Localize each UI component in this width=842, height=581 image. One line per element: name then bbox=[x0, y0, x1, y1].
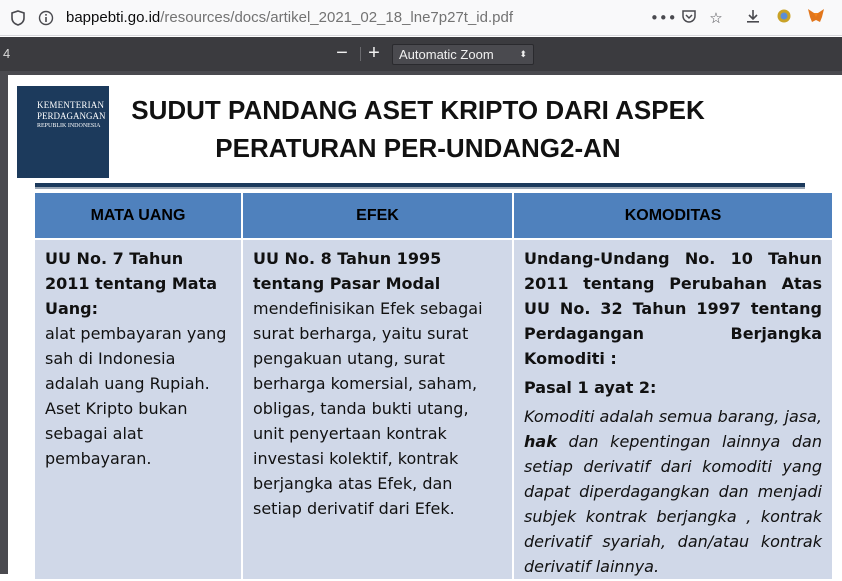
text-mata-uang: alat pembayaran yang sah di Indonesia adalah uang Rupiah. Aset Kripto bukan sebagai alat pembayaran. bbox=[45, 324, 227, 468]
pdf-toolbar bbox=[0, 37, 842, 71]
page-title bbox=[118, 91, 718, 167]
pasal-label: Pasal 1 ayat 2: bbox=[524, 378, 657, 397]
table-row bbox=[34, 239, 833, 580]
download-icon[interactable] bbox=[743, 8, 763, 28]
shield-icon[interactable] bbox=[10, 10, 26, 26]
header-mata-uang: MATA UANG bbox=[34, 192, 242, 239]
pdf-page bbox=[8, 75, 842, 574]
logo-line-3: REPUBLIK INDONESIA bbox=[37, 123, 101, 129]
page-number[interactable]: 4 bbox=[3, 46, 11, 61]
zoom-out-button[interactable]: − bbox=[336, 42, 348, 64]
url-field[interactable] bbox=[66, 9, 513, 26]
pdf-viewport[interactable] bbox=[0, 71, 842, 574]
quote-komoditas bbox=[524, 404, 822, 579]
law-title-mata-uang: UU No. 7 Tahun 2011 tentang Mata Uang: bbox=[45, 249, 218, 318]
star-icon[interactable]: ☆ bbox=[709, 9, 723, 27]
zoom-select[interactable] bbox=[392, 44, 534, 65]
table-header-row bbox=[34, 192, 833, 239]
title-line-1: SUDUT PANDANG ASET KRIPTO DARI ASPEK bbox=[131, 95, 705, 125]
title-underline-shadow bbox=[35, 187, 805, 189]
law-title-komoditas: Undang-Undang No. 10 Tahun 2011 tentang Perubahan Atas UU No. 32 Tahun 1997 tentang Perdagangan Berjangka Komoditi : bbox=[524, 249, 822, 368]
zoom-in-button[interactable]: + bbox=[368, 42, 380, 64]
quote-part-2: dan kepentingan lainnya dan setiap derivatif dari komoditi yang dapat diperdagangkan dan menjadi subjek kontrak berjangka , kontrak derivatif syariah, dan/atau kontrak derivatif lainnya. bbox=[524, 432, 822, 576]
header-komoditas: KOMODITAS bbox=[513, 192, 833, 239]
toolbar-separator bbox=[360, 47, 361, 61]
logo-line-1: KEMENTERIAN bbox=[37, 100, 105, 110]
comparison-table bbox=[33, 191, 834, 581]
text-efek: mendefinisikan Efek sebagai surat berharga, yaitu surat pengakuan utang, surat berharga komersial, saham, obligas, tanda bukti utang, unit penyertaan kontrak investasi kolektif, kontrak berjangka atas Efek, dan setiap derivatif dari Efek. bbox=[253, 299, 483, 518]
cell-komoditas bbox=[513, 239, 833, 580]
quote-part-1: Komoditi adalah semua barang, jasa, bbox=[524, 407, 822, 426]
pocket-icon[interactable] bbox=[679, 8, 699, 28]
title-line-2: PERATURAN PER-UNDANG2-AN bbox=[215, 133, 621, 163]
info-icon[interactable] bbox=[38, 10, 54, 26]
header-efek: EFEK bbox=[242, 192, 513, 239]
browser-toolbar bbox=[0, 0, 842, 36]
ellipsis-icon[interactable]: ••• bbox=[650, 9, 677, 27]
quote-bold-hak: hak bbox=[524, 432, 557, 451]
logo-line-2: PERDAGANGAN bbox=[37, 111, 106, 121]
url-host: bappebti.go.id bbox=[66, 9, 161, 26]
law-title-efek: UU No. 8 Tahun 1995 tentang Pasar Modal bbox=[253, 249, 442, 293]
logo-caption: MINISTRY OF TRADE bbox=[17, 170, 95, 176]
cell-mata-uang bbox=[34, 239, 242, 580]
url-path: /resources/docs/artikel_2021_02_18_lne7p27t_id.pdf bbox=[160, 9, 514, 26]
ministry-logo bbox=[17, 86, 109, 178]
metamask-fox-icon[interactable] bbox=[806, 8, 826, 28]
cell-efek bbox=[242, 239, 513, 580]
zoom-select-value: Automatic Zoom bbox=[399, 47, 494, 62]
extension-icon[interactable] bbox=[774, 8, 794, 28]
chevron-updown-icon: ⬍ bbox=[519, 49, 527, 59]
